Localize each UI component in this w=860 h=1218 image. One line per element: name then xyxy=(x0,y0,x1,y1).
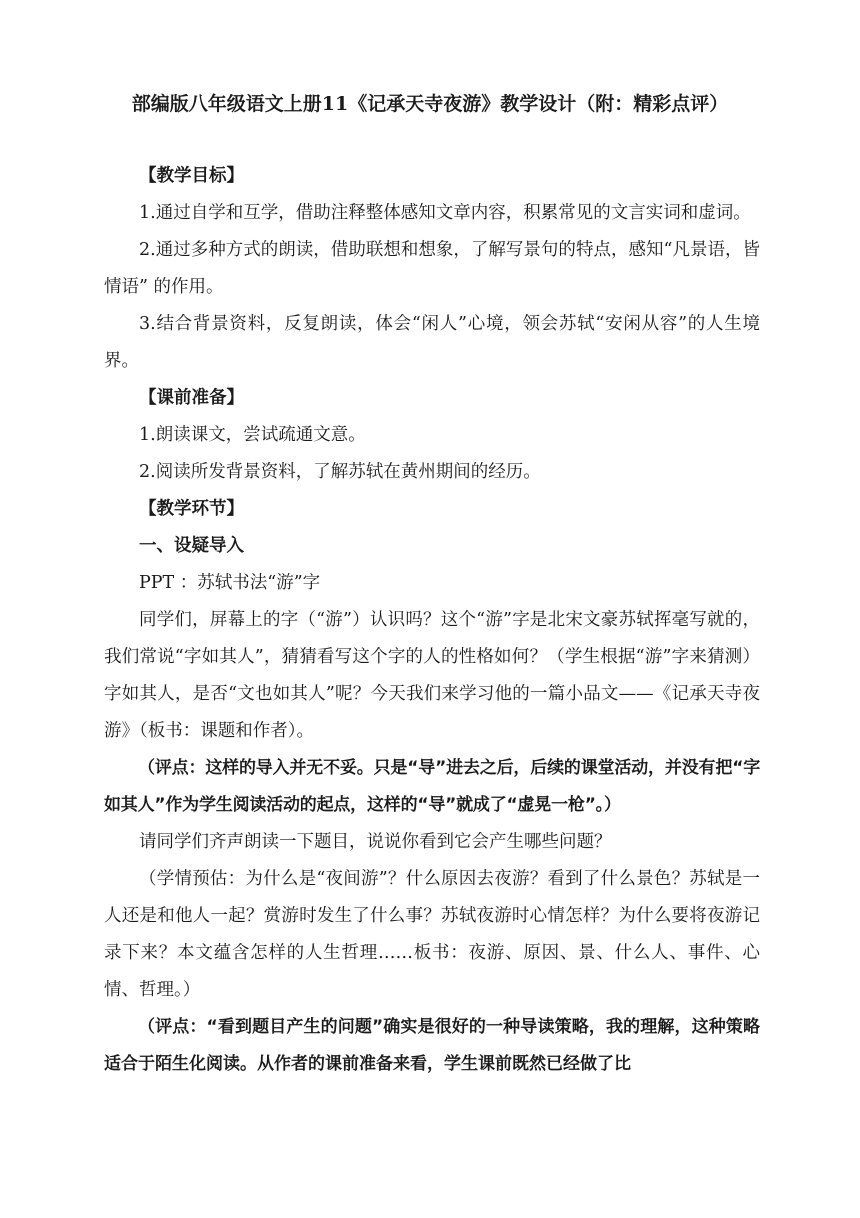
document-title: 部编版八年级语文上册11《记承天寺夜游》教学设计（附：精彩点评） xyxy=(131,93,729,115)
section-heading-steps: 【教学环节】 xyxy=(139,499,244,519)
review-comment: （评点：这样的导入并无不妥。只是“导”进去之后，后续的课堂活动，并没有把“字如其人”作为学生阅读活动的起点，这样的“导”就成了“虚晃一枪”。） xyxy=(104,758,760,815)
section-heading-preparation: 【课前准备】 xyxy=(139,388,244,408)
preparation-item-2: 2.阅读所发背景资料，了解苏轼在黄州期间的经历。 xyxy=(139,462,541,482)
objective-item-3: 3.结合背景资料，反复朗读，体会“闲人”心境，领会苏轼“安闲从容”的人生境界。 xyxy=(104,314,760,371)
preparation-item-1: 1.朗读课文，尝试疏通文意。 xyxy=(139,425,366,445)
body-paragraph: 请同学们齐声朗读一下题目，说说你看到它会产生哪些问题？ xyxy=(139,832,612,852)
body-paragraph: （学情预估：为什么是“夜间游”？什么原因去夜游？看到了什么景色？苏轼是一人还是和他人一起？赏游时发生了什么事？苏轼夜游时心情怎样？为什么要将夜游记录下来？本文蕴含怎样的人生哲理……板书：夜游、原因、景、什么人、事件、心情、哲理。） xyxy=(104,869,760,1000)
section-heading-objectives: 【教学目标】 xyxy=(139,166,244,186)
objective-item-1: 1.通过自学和互学，借助注释整体感知文章内容，积累常见的文言实词和虚词。 xyxy=(139,203,751,223)
document-body xyxy=(104,158,760,1083)
objective-item-2: 2.通过多种方式的朗读，借助联想和想象，了解写景句的特点，感知“凡景语，皆情语” 的作用。 xyxy=(104,240,760,297)
step-heading-intro: 一、设疑导入 xyxy=(139,536,244,556)
body-paragraph: 同学们，屏幕上的字（“游”）认识吗？这个“游”字是北宋文豪苏轼挥毫写就的，我们常说“字如其人”，猜猜看写这个字的人的性格如何？（学生根据“游”字来猜测）字如其人，是否“文也如其人”呢？今天我们来学习他的一篇小品文——《记承天寺夜游》（板书：课题和作者）。 xyxy=(104,610,760,741)
ppt-note: PPT ：苏轼书法“游”字 xyxy=(139,573,321,593)
review-comment: （评点：“看到题目产生的问题”确实是很好的一种导读策略，我的理解，这种策略适合于陌生化阅读。从作者的课前准备来看，学生课前既然已经做了比 xyxy=(104,1017,760,1074)
